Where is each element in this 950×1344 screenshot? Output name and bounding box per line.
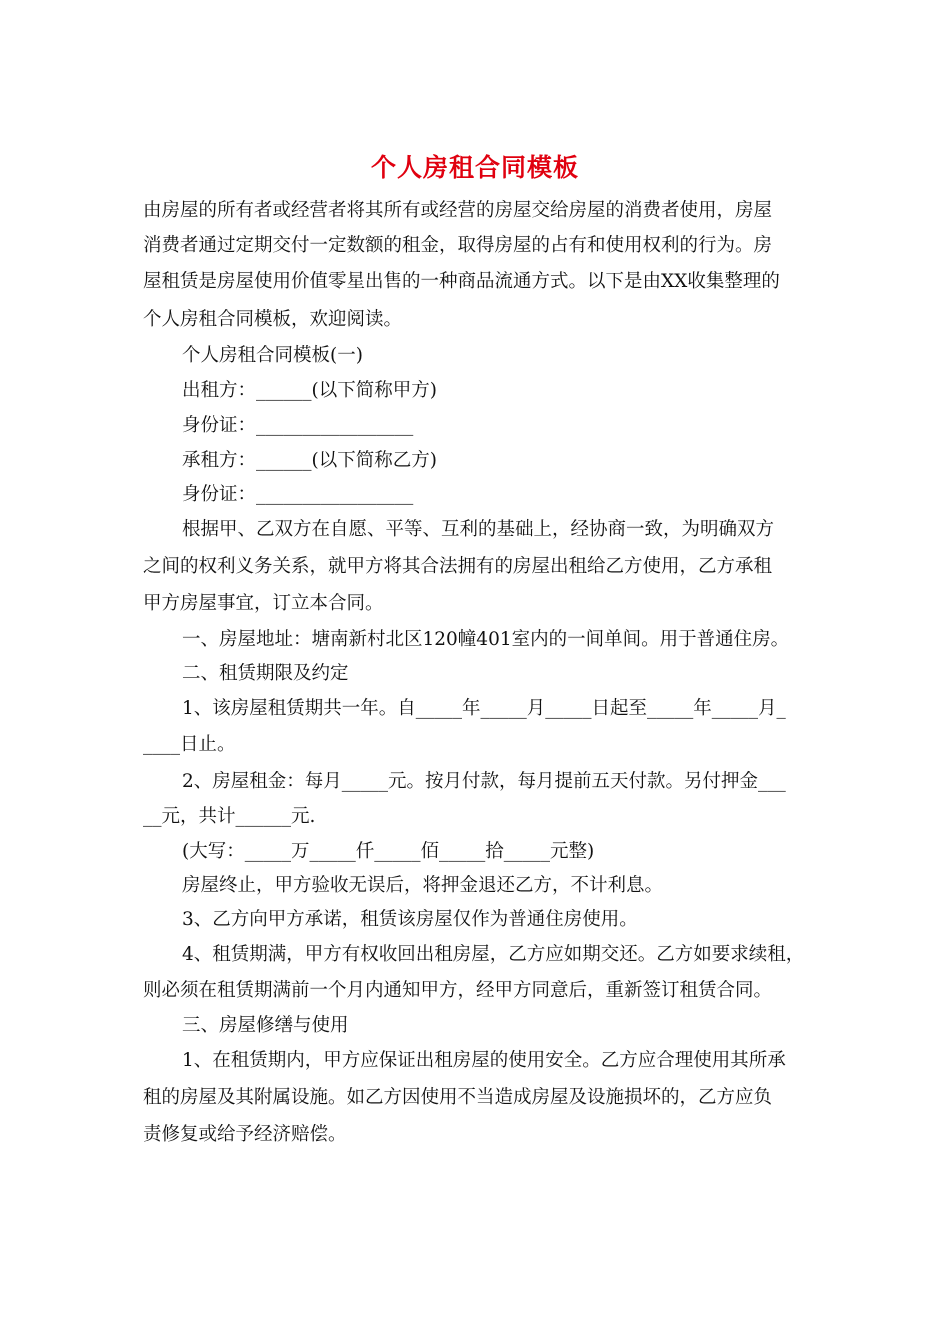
intro-line-4: 个人房租合同模板，欢迎阅读。: [143, 309, 403, 330]
preamble-line-1: 根据甲、乙双方在自愿、平等、互利的基础上，经协商一致，为明确双方: [182, 519, 775, 540]
preamble-line-3: 甲方房屋事宜，订立本合同。: [143, 593, 384, 614]
clause-usage-promise: 3、乙方向甲方承诺，租赁该房屋仅作为普通住房使用。: [182, 909, 638, 930]
intro-line-3: 屋租赁是房屋使用价值零星出售的一种商品流通方式。以下是由XX收集整理的: [143, 271, 780, 292]
lessee-field: 承租方：______(以下简称乙方): [182, 450, 437, 471]
clause-repair-line-3: 责修复或给予经济赔偿。: [143, 1124, 347, 1145]
section-heading: 个人房租合同模板(一): [182, 345, 363, 366]
clause-address: 一、房屋地址：塘南新村北区120幢401室内的一间单间。用于普通住房。: [182, 629, 790, 650]
clause-expiry-line-1: 4、租赁期满，甲方有权收回出租房屋，乙方应如期交还。乙方如要求续租，: [182, 944, 805, 965]
preamble-line-2: 之间的权利义务关系，就甲方将其合法拥有的房屋出租给乙方使用，乙方承租: [143, 556, 773, 577]
clause-term-heading: 二、租赁期限及约定: [182, 663, 349, 684]
clause-deposit-return: 房屋终止，甲方验收无误后，将押金退还乙方，不计利息。: [182, 875, 664, 896]
document-title: 个人房租合同模板: [370, 153, 579, 182]
clause-rent-line-1: 2、房屋租金：每月_____元。按月付款，每月提前五天付款。另付押金___: [182, 771, 786, 792]
intro-line-1: 由房屋的所有者或经营者将其所有或经营的房屋交给房屋的消费者使用，房屋: [143, 200, 773, 221]
lessor-id-field: 身份证：_________________: [182, 415, 414, 436]
clause-term-1-line-2: ____日止。: [143, 734, 236, 755]
lessee-id-field: 身份证：_________________: [182, 484, 414, 505]
clause-repair-line-2: 租的房屋及其附属设施。如乙方因使用不当造成房屋及设施损坏的，乙方应负: [143, 1087, 773, 1108]
clause-repair-line-1: 1、在租赁期内，甲方应保证出租房屋的使用安全。乙方应合理使用其所承: [182, 1050, 786, 1071]
clause-rent-line-2: __元，共计______元.: [143, 806, 316, 827]
clause-expiry-line-2: 则必须在租赁期满前一个月内通知甲方，经甲方同意后，重新签订租赁合同。: [143, 980, 773, 1001]
intro-line-2: 消费者通过定期交付一定数额的租金，取得房屋的占有和使用权利的行为。房: [143, 235, 773, 256]
clause-rent-uppercase: (大写：_____万_____仟_____佰_____拾_____元整): [182, 841, 595, 862]
clause-term-1-line-1: 1、该房屋租赁期共一年。自_____年_____月_____日起至_____年_____月_: [182, 698, 786, 719]
lessor-field: 出租方：______(以下简称甲方): [182, 380, 437, 401]
clause-repair-heading: 三、房屋修缮与使用: [182, 1015, 349, 1036]
